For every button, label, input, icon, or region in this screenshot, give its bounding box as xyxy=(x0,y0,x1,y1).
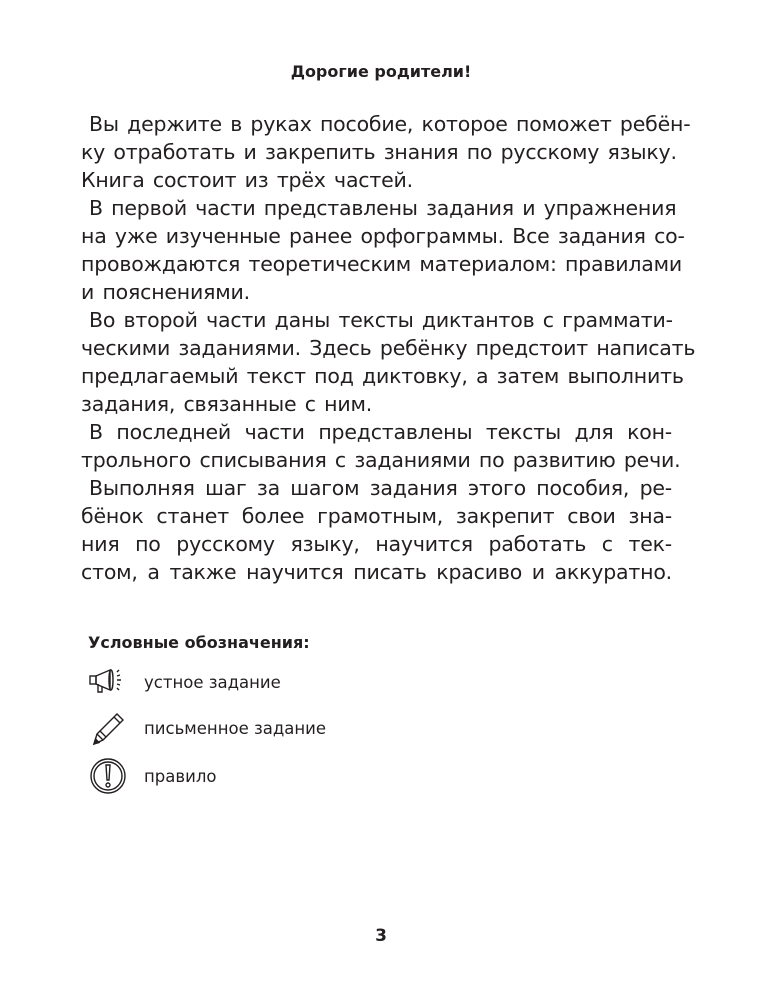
text-line: провождаются теоретическим материалом: правилами xyxy=(81,252,683,276)
text-line: Выполняя шаг за шагом задания этого пособия, ре- xyxy=(89,476,672,500)
text-line: предлагаемый текст под диктовку, а затем выполнить xyxy=(81,364,684,388)
text-line: Вы держите в руках пособие, которое поможет ребён- xyxy=(89,112,691,136)
text-line: бёнок станет более грамотным, закрепит свои зна- xyxy=(81,504,672,528)
legend-label: правило xyxy=(144,766,217,786)
legend-title: Условные обозначения: xyxy=(88,633,310,652)
text-line: Во второй части даны тексты диктантов с граммати- xyxy=(89,308,673,332)
text-line: и пояснениями. xyxy=(81,280,250,304)
legend-label: устное задание xyxy=(144,672,281,692)
text-line: ческими заданиями. Здесь ребёнку предстоит написать xyxy=(81,336,696,360)
page-number: 3 xyxy=(375,926,387,946)
text-line: В последней части представлены тексты для кон- xyxy=(89,420,672,444)
legend-label: письменное задание xyxy=(144,718,327,738)
page-title: Дорогие родители! xyxy=(290,62,472,81)
text-line: ния по русскому языку, научится работать с тек- xyxy=(81,532,672,556)
text-line: стом, а также научится писать красиво и аккуратно. xyxy=(81,560,672,584)
exclamation-circle-icon xyxy=(88,756,128,796)
text-line: Книга состоит из трёх частей. xyxy=(81,168,413,192)
legend-item-oral xyxy=(88,662,281,702)
legend-item-rule xyxy=(88,756,216,796)
text-line: трольного списывания с заданиями по развитию речи. xyxy=(81,448,681,472)
intro-text xyxy=(81,110,696,586)
text-line: задания, связанные с ним. xyxy=(81,392,373,416)
megaphone-icon xyxy=(88,662,128,702)
text-line: В первой части представлены задания и упражнения xyxy=(89,196,677,220)
pencil-icon xyxy=(88,708,128,748)
text-line: на уже изученные ранее орфограммы. Все задания со- xyxy=(81,224,685,248)
text-line: ку отработать и закрепить знания по русскому языку. xyxy=(81,140,677,164)
legend-item-written xyxy=(88,708,326,748)
